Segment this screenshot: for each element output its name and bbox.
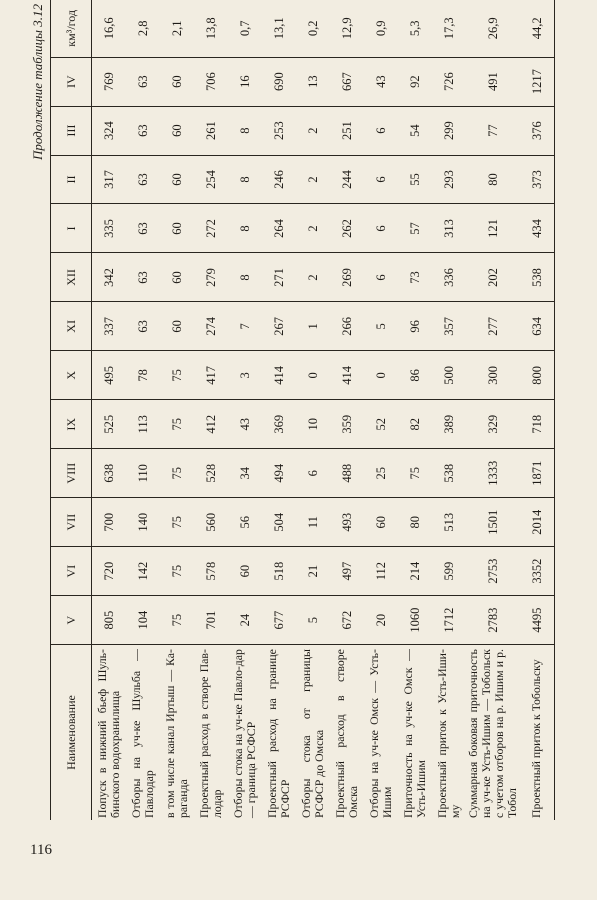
cell: 720	[92, 547, 127, 596]
table-row	[398, 0, 432, 820]
cell: 86	[398, 351, 432, 400]
cell: 60	[160, 302, 194, 351]
row-name: Проектный приток к Тобольску	[529, 659, 544, 818]
cell: 121	[466, 204, 520, 253]
header-month: IX	[51, 400, 92, 449]
cell: 493	[330, 498, 364, 547]
cell: 63	[126, 204, 160, 253]
cell: 251	[330, 106, 364, 155]
cell: 414	[262, 351, 296, 400]
cell: 25	[364, 449, 398, 498]
row-name: Проектный расход в створе Омска	[332, 649, 360, 818]
cell: 6	[364, 253, 398, 302]
cell: 63	[126, 155, 160, 204]
row-name: Отборы стока на уч-ке Павло-дар — граница РСФСР	[230, 649, 258, 818]
row-name: Проектный приток к Усть-Иши-му	[434, 649, 462, 818]
cell: 8	[228, 155, 262, 204]
cell: 21	[296, 547, 330, 596]
cell: 262	[330, 204, 364, 253]
cell: 805	[92, 596, 127, 645]
cell: 112	[364, 547, 398, 596]
cell: 497	[330, 547, 364, 596]
cell: 8	[228, 253, 262, 302]
cell: 266	[330, 302, 364, 351]
cell-annual: 44,2	[520, 0, 555, 57]
cell: 253	[262, 106, 296, 155]
cell: 63	[126, 253, 160, 302]
table-row	[92, 0, 127, 820]
cell: 1333	[466, 449, 520, 498]
table-row	[228, 0, 262, 820]
header-month: III	[51, 106, 92, 155]
cell-annual: 16,6	[92, 0, 127, 57]
cell: 264	[262, 204, 296, 253]
cell-annual: 5,3	[398, 0, 432, 57]
header-month: VII	[51, 498, 92, 547]
table-continuation-caption: Продолжение таблицы 3.12	[30, 4, 45, 161]
cell-annual: 12,9	[330, 0, 364, 57]
table-row	[262, 0, 296, 820]
cell: 56	[228, 498, 262, 547]
cell: 269	[330, 253, 364, 302]
cell: 293	[432, 155, 466, 204]
cell: 0	[296, 351, 330, 400]
cell: 500	[432, 351, 466, 400]
cell: 96	[398, 302, 432, 351]
cell: 75	[160, 351, 194, 400]
cell: 491	[466, 57, 520, 106]
cell: 60	[160, 155, 194, 204]
header-month: X	[51, 351, 92, 400]
cell: 80	[398, 498, 432, 547]
cell: 336	[432, 253, 466, 302]
header-month: VIII	[51, 449, 92, 498]
cell: 3	[228, 351, 262, 400]
row-name: в том числе канал Иртыш — Ка-раганда	[162, 649, 190, 818]
cell: 272	[194, 204, 228, 253]
cell-annual: 0,7	[228, 0, 262, 57]
cell: 60	[228, 547, 262, 596]
cell: 63	[126, 302, 160, 351]
cell: 300	[466, 351, 520, 400]
cell: 75	[160, 596, 194, 645]
cell: 75	[160, 449, 194, 498]
cell: 324	[92, 106, 127, 155]
table-row	[466, 0, 520, 820]
cell: 43	[228, 400, 262, 449]
cell: 34	[228, 449, 262, 498]
cell: 6	[364, 204, 398, 253]
header-name: Наименование	[51, 645, 92, 820]
cell: 54	[398, 106, 432, 155]
cell: 75	[160, 547, 194, 596]
cell: 342	[92, 253, 127, 302]
cell: 16	[228, 57, 262, 106]
cell: 317	[92, 155, 127, 204]
cell: 528	[194, 449, 228, 498]
row-name: Проектный расход в створе Пав-лодар	[196, 649, 224, 818]
header-month: IV	[51, 57, 92, 106]
cell: 6	[296, 449, 330, 498]
cell: 8	[228, 204, 262, 253]
cell: 77	[466, 106, 520, 155]
cell-annual: 17,3	[432, 0, 466, 57]
cell: 800	[520, 351, 555, 400]
data-table	[50, 0, 555, 820]
cell: 202	[466, 253, 520, 302]
cell: 690	[262, 57, 296, 106]
cell: 672	[330, 596, 364, 645]
cell: 63	[126, 57, 160, 106]
cell: 0	[364, 351, 398, 400]
cell-annual: 13,1	[262, 0, 296, 57]
cell: 2014	[520, 498, 555, 547]
header-month: I	[51, 204, 92, 253]
cell: 52	[364, 400, 398, 449]
row-name: Попуск в нижний бьеф Шуль-бинского водохранилища	[94, 649, 122, 818]
table-row	[364, 0, 398, 820]
cell: 1060	[398, 596, 432, 645]
header-month: VI	[51, 547, 92, 596]
cell: 60	[160, 57, 194, 106]
row-name: Отборы на уч-ке Омск — Усть-Ишим	[366, 649, 394, 818]
header-month: V	[51, 596, 92, 645]
cell: 337	[92, 302, 127, 351]
cell: 75	[398, 449, 432, 498]
cell: 110	[126, 449, 160, 498]
cell: 417	[194, 351, 228, 400]
cell: 412	[194, 400, 228, 449]
cell: 244	[330, 155, 364, 204]
cell: 7	[228, 302, 262, 351]
cell: 313	[432, 204, 466, 253]
cell-annual: 2,1	[160, 0, 194, 57]
cell: 80	[466, 155, 520, 204]
row-name: Приточность на уч-ке Омск — Усть-Ишим	[400, 649, 428, 818]
cell: 638	[92, 449, 127, 498]
header-month: XII	[51, 253, 92, 302]
cell-annual: 0,2	[296, 0, 330, 57]
row-name: Отборы стока от границы РСФСР до Омска	[298, 649, 326, 818]
cell: 113	[126, 400, 160, 449]
cell: 2	[296, 106, 330, 155]
cell: 3352	[520, 547, 555, 596]
cell: 6	[364, 155, 398, 204]
cell: 2783	[466, 596, 520, 645]
cell: 700	[92, 498, 127, 547]
table-row	[330, 0, 364, 820]
cell: 4495	[520, 596, 555, 645]
cell-annual: 13,8	[194, 0, 228, 57]
cell: 414	[330, 351, 364, 400]
cell-annual: 0,9	[364, 0, 398, 57]
cell-annual: 2,8	[126, 0, 160, 57]
cell: 667	[330, 57, 364, 106]
cell: 1501	[466, 498, 520, 547]
row-name: Отборы на уч-ке Шульба — Павлодар	[128, 649, 156, 818]
cell: 706	[194, 57, 228, 106]
cell: 140	[126, 498, 160, 547]
cell: 274	[194, 302, 228, 351]
table-row	[520, 0, 555, 820]
cell: 299	[432, 106, 466, 155]
cell: 55	[398, 155, 432, 204]
cell: 578	[194, 547, 228, 596]
cell: 60	[364, 498, 398, 547]
cell: 769	[92, 57, 127, 106]
cell: 75	[160, 400, 194, 449]
cell: 82	[398, 400, 432, 449]
cell-annual: 26,9	[466, 0, 520, 57]
cell: 5	[296, 596, 330, 645]
cell: 359	[330, 400, 364, 449]
cell: 60	[160, 106, 194, 155]
cell: 2	[296, 204, 330, 253]
cell: 2	[296, 155, 330, 204]
cell: 369	[262, 400, 296, 449]
cell: 246	[262, 155, 296, 204]
cell: 6	[364, 106, 398, 155]
page-number: 116	[30, 842, 52, 858]
cell: 357	[432, 302, 466, 351]
cell: 504	[262, 498, 296, 547]
cell: 488	[330, 449, 364, 498]
cell: 254	[194, 155, 228, 204]
table-row	[296, 0, 330, 820]
cell: 389	[432, 400, 466, 449]
cell: 78	[126, 351, 160, 400]
cell: 11	[296, 498, 330, 547]
row-name: Проектный расход на границе РСФСР	[264, 649, 292, 818]
cell: 538	[520, 253, 555, 302]
cell: 20	[364, 596, 398, 645]
cell: 142	[126, 547, 160, 596]
cell: 57	[398, 204, 432, 253]
cell: 1712	[432, 596, 466, 645]
cell: 718	[520, 400, 555, 449]
cell: 329	[466, 400, 520, 449]
cell: 60	[160, 253, 194, 302]
cell: 8	[228, 106, 262, 155]
cell: 1217	[520, 57, 555, 106]
cell: 677	[262, 596, 296, 645]
cell: 24	[228, 596, 262, 645]
cell: 599	[432, 547, 466, 596]
cell: 376	[520, 106, 555, 155]
cell: 63	[126, 106, 160, 155]
cell: 518	[262, 547, 296, 596]
cell: 494	[262, 449, 296, 498]
table-row	[432, 0, 466, 820]
cell: 726	[432, 57, 466, 106]
header-month: II	[51, 155, 92, 204]
cell: 634	[520, 302, 555, 351]
cell: 10	[296, 400, 330, 449]
cell: 267	[262, 302, 296, 351]
cell: 1	[296, 302, 330, 351]
cell: 513	[432, 498, 466, 547]
rotated-table-container	[30, 0, 570, 820]
cell: 525	[92, 400, 127, 449]
cell: 60	[160, 204, 194, 253]
table-row	[160, 0, 194, 820]
table-row	[126, 0, 160, 820]
cell: 335	[92, 204, 127, 253]
cell: 43	[364, 57, 398, 106]
cell: 2	[296, 253, 330, 302]
row-name: Суммарная боковая приточность на уч-ке Усть-Ишим — Тобольск с учетом отборов на р. Ишим и р. Тобол	[465, 649, 520, 818]
cell: 560	[194, 498, 228, 547]
cell: 277	[466, 302, 520, 351]
cell: 495	[92, 351, 127, 400]
cell: 104	[126, 596, 160, 645]
cell: 701	[194, 596, 228, 645]
header-month: XI	[51, 302, 92, 351]
cell: 1871	[520, 449, 555, 498]
cell: 73	[398, 253, 432, 302]
cell: 13	[296, 57, 330, 106]
table-header-row	[51, 0, 92, 820]
cell: 434	[520, 204, 555, 253]
cell: 538	[432, 449, 466, 498]
cell: 261	[194, 106, 228, 155]
header-annual: км³/год	[51, 0, 92, 57]
cell: 373	[520, 155, 555, 204]
cell: 271	[262, 253, 296, 302]
table-row	[194, 0, 228, 820]
cell: 2753	[466, 547, 520, 596]
cell: 75	[160, 498, 194, 547]
cell: 5	[364, 302, 398, 351]
cell: 214	[398, 547, 432, 596]
cell: 92	[398, 57, 432, 106]
cell: 279	[194, 253, 228, 302]
